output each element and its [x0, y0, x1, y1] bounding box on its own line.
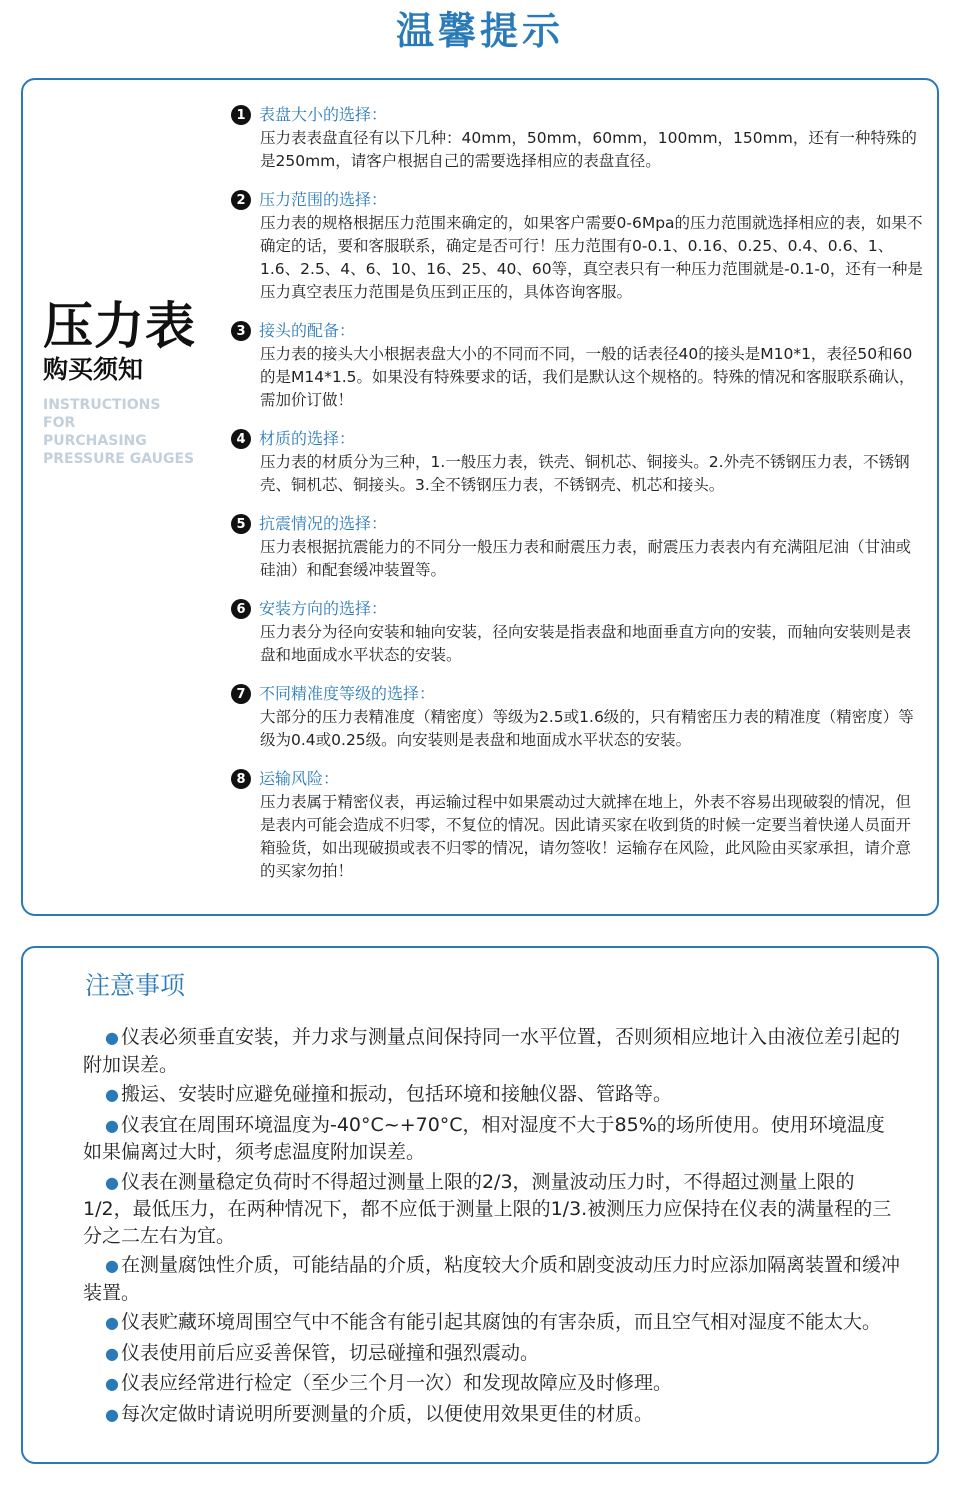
side-english-line: PRESSURE GAUGES: [43, 451, 195, 467]
tip-body: 压力表根据抗震能力的不同分一般压力表和耐震压力表，耐震压力表表内有充满阻尼油（甘油或硅油）和配套缓冲装置等。: [260, 538, 912, 579]
tip-item: [231, 319, 931, 412]
tip-body: 压力表的接头大小根据表盘大小的不同而不同，一般的话表径40的接头是M10*1，表径50和60的是M14*1.5。如果没有特殊要求的话，我们是默认这个规格的。特殊的情况和客服联系确认，需加价订做！: [260, 345, 915, 409]
list-item: [83, 1340, 903, 1368]
tip-item: [231, 597, 931, 667]
list-item: [83, 1024, 903, 1078]
bullet-icon: ●: [105, 1256, 119, 1275]
number-badge: 4: [231, 429, 251, 449]
note-text: 每次定做时请说明所要测量的介质，以便使用效果更佳的材质。: [120, 1402, 653, 1425]
tip-body: 大部分的压力表精准度（精密度）等级为2.5或1.6级的，只有精密压力表的精准度（精密度）等级为0.4或0.25级。向安装则是表盘和地面成水平状态的安装。: [260, 708, 914, 749]
side-heading: [43, 298, 233, 468]
side-english-caption: [43, 396, 233, 468]
side-english-line: INSTRUCTIONS: [43, 397, 161, 413]
tip-body: 压力表的材质分为三种，1.一般压力表，铁壳、铜机芯、铜接头。2.外壳不锈钢压力表，不锈钢壳、铜机芯、铜接头。3.全不锈钢压力表，不锈钢壳、机芯和接头。: [260, 453, 910, 494]
side-subtitle: 购买须知: [43, 355, 144, 384]
list-item: [83, 1370, 903, 1398]
list-item: [83, 1401, 903, 1429]
note-text: 仪表在测量稳定负荷时不得超过测量上限的2/3，测量波动压力时，不得超过测量上限的1/2，最低压力，在两种情况下，都不应低于测量上限的1/3.被测压力应保持在仪表的满量程的三分之二左右为宜。: [83, 1170, 892, 1247]
purchase-notes-panel: [21, 78, 939, 916]
tip-title: 表盘大小的选择：: [259, 105, 388, 124]
list-item: [83, 1081, 903, 1109]
bullet-icon: ●: [105, 1085, 119, 1104]
bullet-icon: ●: [105, 1343, 119, 1363]
precautions-panel: [21, 946, 939, 1464]
tip-item: [231, 767, 931, 883]
tip-title: 安装方向的选择：: [259, 599, 388, 618]
list-item: [83, 1252, 903, 1306]
note-text: 搬运、安装时应避免碰撞和振动，包括环境和接触仪器、管路等。: [120, 1083, 672, 1105]
number-badge: 7: [231, 684, 251, 704]
purchase-tips-list: [231, 103, 931, 898]
tip-body: 压力表分为径向安装和轴向安装，径向安装是指表盘和地面垂直方向的安装，而轴向安装则是表盘和地面成水平状态的安装。: [260, 623, 912, 664]
precautions-list: [83, 1024, 903, 1431]
tip-item: [231, 188, 931, 304]
precautions-title: 注意事项: [85, 971, 186, 1000]
tip-title: 抗震情况的选择：: [259, 514, 388, 533]
bullet-icon: ●: [105, 1115, 119, 1135]
number-badge: 2: [231, 190, 251, 210]
note-text: 仪表使用前后应妥善保管，切忌碰撞和强烈震动。: [120, 1341, 539, 1364]
side-english-line: PURCHASING: [43, 433, 147, 449]
note-text: 仪表宜在周围环境温度为-40°C~+70°C，相对湿度不大于85%的场所使用。使用环境温度如果偏离过大时，须考虑温度附加误差。: [83, 1113, 885, 1163]
tip-body: 压力表属于精密仪表，再运输过程中如果震动过大就摔在地上，外表不容易出现破裂的情况，但是表内可能会造成不归零，不复位的情况。因此请买家在收到货的时候一定要当着快递人员面开箱验货，如出现破损或表不归零的情况，请勿签收！运输存在风险，此风险由买家承担，请介意的买家勿拍！: [260, 793, 912, 880]
page-title: 温馨提示: [395, 9, 564, 53]
number-badge: 8: [231, 769, 251, 789]
bullet-icon: ●: [105, 1313, 119, 1332]
tip-title: 材质的选择：: [259, 429, 356, 448]
side-title: 压力表: [43, 297, 196, 355]
bullet-icon: ●: [105, 1028, 119, 1047]
bullet-icon: ●: [105, 1404, 119, 1424]
note-text: 在测量腐蚀性介质，可能结晶的介质，粘度较大介质和剧变波动压力时应添加隔离装置和缓冲装置。: [83, 1254, 900, 1304]
number-badge: 1: [231, 105, 251, 125]
tip-title: 接头的配备：: [259, 321, 356, 340]
list-item: [83, 1112, 903, 1166]
side-english-line: FOR: [43, 415, 76, 431]
bullet-icon: ●: [105, 1374, 119, 1393]
tip-body: 压力表表盘直径有以下几种：40mm，50mm，60mm，100mm，150mm，还有一种特殊的是250mm，请客户根据自己的需要选择相应的表盘直径。: [260, 129, 917, 170]
number-badge: 3: [231, 321, 251, 341]
tip-title: 压力范围的选择：: [259, 190, 388, 209]
bullet-icon: ●: [105, 1172, 119, 1192]
list-item: [83, 1169, 903, 1250]
number-badge: 6: [231, 599, 251, 619]
note-text: 仪表应经常进行检定（至少三个月一次）和发现故障应及时修理。: [120, 1372, 672, 1394]
tip-item: [231, 427, 931, 497]
tip-body: 压力表的规格根据压力范围来确定的，如果客户需要0-6Mpa的压力范围就选择相应的表，如果不确定的话，要和客服联系，确定是否可行！压力范围有0-0.1、0.16、0.25、0.4、0.6、1、1.6、2.5、4、6、10、16、25、40、60等，真空表只有一种压力范围就是-0.1-0，还有一种是压力真空表压力范围是负压到正压的，具体咨询客服。: [260, 214, 923, 301]
number-badge: 5: [231, 514, 251, 534]
list-item: [83, 1309, 903, 1337]
tip-item: [231, 512, 931, 582]
tip-item: [231, 103, 931, 173]
tip-item: [231, 682, 931, 752]
tip-title: 不同精准度等级的选择：: [259, 684, 436, 703]
note-text: 仪表必须垂直安装，并力求与测量点间保持同一水平位置，否则须相应地计入由液位差引起的附加误差。: [83, 1026, 900, 1076]
note-text: 仪表贮藏环境周围空气中不能含有能引起其腐蚀的有害杂质，而且空气相对湿度不能太大。: [120, 1311, 881, 1333]
tip-title: 运输风险：: [259, 769, 340, 788]
